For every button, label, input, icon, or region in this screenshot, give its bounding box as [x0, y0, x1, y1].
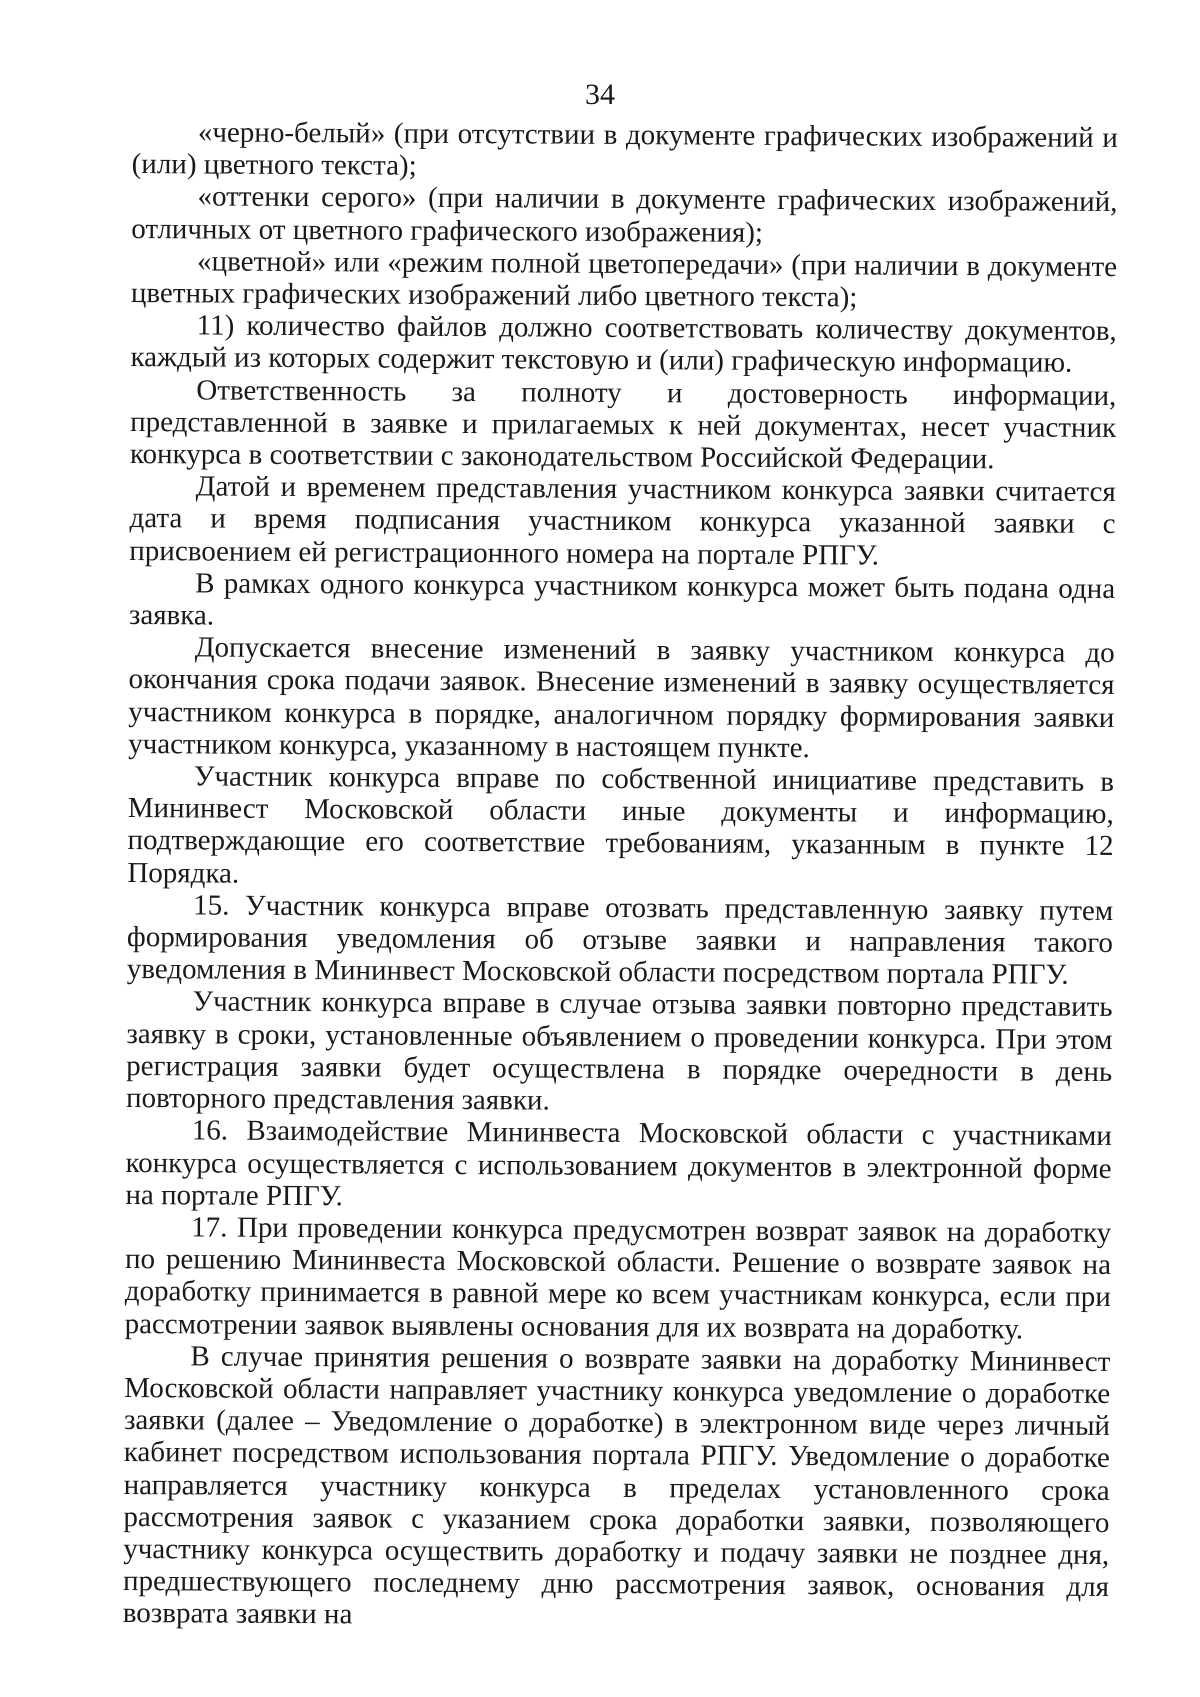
paragraph-8: Допускается внесение изменений в заявку участником конкурса до окончания срока подачи заявок. Внесение изменений в заявку осуществляется участником конкурса в порядке, аналогичном порядку формирования заявки участником конкурса, указанному в настоящем пункте. [128, 631, 1115, 765]
paragraph-1: «черно-белый» (при отсутствии в документе графических изображений и (или) цветного текста); [131, 116, 1118, 182]
paragraph-7: В рамках одного конкурса участником конкурса может быть подана одна заявка. [128, 567, 1116, 632]
paragraph-3: «цветной» или «режим полной цветопередачи» (при наличии в документе цветных графических изображений либо цветного текста); [130, 245, 1118, 314]
paragraph-5: Ответственность за полноту и достоверность информации, представленной в заявке и прилагаемых к ней документах, несет участник конкурса в соответствии с законодательством Российской Федерации. [129, 374, 1117, 476]
paragraph-10: 15. Участник конкурса вправе отозвать представленную заявку путем формирования уведомления об отзыве заявки и направления такого уведомления в Мининвест Московской области посредством портала РПГУ. [126, 889, 1114, 992]
paragraph-11: Участник конкурса вправе в случае отзыва заявки повторно представить заявку в сроки, установленные объявлением о проведении конкурса. При этом регистрация заявки будет осуществлена в порядке очередности в день повторного представления заявки. [125, 985, 1113, 1117]
page-number: 34 [585, 78, 615, 111]
document-body [123, 116, 1118, 1636]
paragraph-12: 16. Взаимодействие Мининвеста Московской области с участниками конкурса осуществляется с использованием документов в электронной форме на портале РПГУ. [125, 1114, 1112, 1213]
paragraph-14: В случае принятия решения о возврате заявки на доработку Мининвест Московской области направляет участнику конкурса уведомление о доработке заявки (далее – Уведомление о доработке) в электронном виде через личный кабинет посредством использования портала РПГУ. Уведомление о доработке направляется участнику конкурса в пределах установленного срока рассмотрения заявок с указанием срока доработки заявки, позволяющего участнику конкурса осуществить доработку и подачу заявки не позднее дня, предшествующего последнему дню рассмотрения заявок, основания для возврата заявки на [122, 1340, 1111, 1631]
paragraph-13: 17. При проведении конкурса предусмотрен возврат заявок на доработку по решению Мининвеста Московской области. Решение о возврате заявок на доработку принимается в равной мере ко всем участникам конкурса, если при рассмотрении заявок выявлены основания для их возврата на доработку. [124, 1211, 1112, 1345]
paragraph-6: Датой и временем представления участником конкурса заявки считается дата и время подписания участником конкурса указанной заявки с присвоением ей регистрационного номера на портале РПГУ. [129, 470, 1116, 572]
paragraph-4: 11) количество файлов должно соответствовать количеству документов, каждый из которых содержит текстовую и (или) графическую информацию. [130, 309, 1117, 380]
paragraph-2: «оттенки серого» (при наличии в документе графических изображений, отличных от цветного графического изображения); [131, 180, 1118, 249]
paragraph-9: Участник конкурса вправе по собственной инициативе представить в Мининвест Московской области иные документы и информацию, подтверждающие его соответствие требованиям, указанным в пункте 12 Порядка. [127, 760, 1115, 890]
